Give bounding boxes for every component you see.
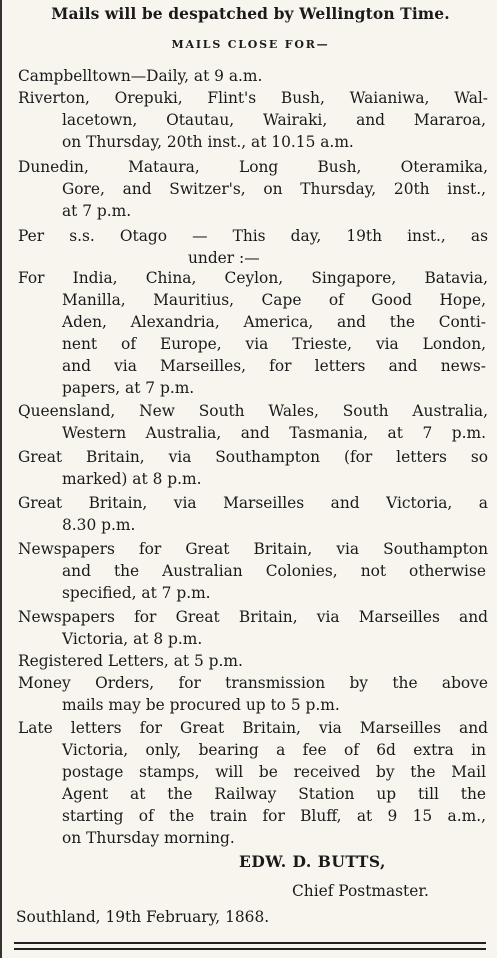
- notice-line: Late letters for Great Britain, via Marseilles and: [18, 719, 488, 737]
- notice-line: Newspapers for Great Britain, via Marseilles and: [18, 608, 488, 626]
- dateline: Southland, 19th February, 1868.: [16, 908, 270, 926]
- notice-line: nent of Europe, via Trieste, via London,: [62, 335, 486, 353]
- notice-line: Newspapers for Great Britain, via Southampton: [18, 540, 488, 558]
- notice-line: Gore, and Switzer's, on Thursday, 20th inst.,: [62, 180, 486, 198]
- notice-line: at 7 p.m.: [62, 202, 132, 220]
- notice-line: Dunedin, Mataura, Long Bush, Oteramika,: [18, 158, 488, 176]
- notice-line: mails may be procured up to 5 p.m.: [62, 696, 340, 714]
- notice-line: Aden, Alexandria, America, and the Conti-: [62, 313, 486, 331]
- signature-name: EDW. D. BUTTS,: [239, 852, 386, 871]
- bottom-rule: [14, 942, 486, 944]
- notice-title: Mails will be despatched by Wellington Time.: [51, 4, 450, 23]
- notice-line: postage stamps, will be received by the Mail: [62, 763, 486, 781]
- notice-line: Riverton, Orepuki, Flint's Bush, Waianiwa, Wal-: [18, 89, 488, 107]
- notice-subtitle: MAILS CLOSE FOR—: [171, 38, 330, 51]
- notice-line: Great Britain, via Southampton (for letters so: [18, 448, 488, 466]
- notice-line: under :—: [188, 249, 260, 267]
- notice-line: on Thursday, 20th inst., at 10.15 a.m.: [62, 133, 354, 151]
- notice-line: Per s.s. Otago — This day, 19th inst., as: [18, 227, 488, 245]
- notice-line: Victoria, at 8 p.m.: [62, 630, 203, 648]
- notice-line: Victoria, only, bearing a fee of 6d extra in: [62, 741, 486, 759]
- notice-line: and via Marseilles, for letters and news-: [62, 357, 486, 375]
- signature-role: Chief Postmaster.: [292, 882, 429, 900]
- notice-line: lacetown, Otautau, Wairaki, and Mararoa,: [62, 111, 486, 129]
- notice-line: Manilla, Mauritius, Cape of Good Hope,: [62, 291, 486, 309]
- notice-line: Agent at the Railway Station up till the: [62, 785, 486, 803]
- notice-line: 8.30 p.m.: [62, 516, 136, 534]
- notice-line: Money Orders, for transmission by the above: [18, 674, 488, 692]
- notice-line: Campbelltown—Daily, at 9 a.m.: [18, 67, 263, 85]
- notice-line: papers, at 7 p.m.: [62, 379, 195, 397]
- notice-line: Queensland, New South Wales, South Australia,: [18, 402, 488, 420]
- notice-line: Western Australia, and Tasmania, at 7 p.m.: [62, 424, 486, 442]
- notice-line: For India, China, Ceylon, Singapore, Batavia,: [18, 269, 488, 287]
- bottom-rule-double: [14, 948, 486, 950]
- notice-line: specified, at 7 p.m.: [62, 584, 211, 602]
- notice-line: Great Britain, via Marseilles and Victoria, a: [18, 494, 488, 512]
- notice-line: marked) at 8 p.m.: [62, 470, 202, 488]
- notice-line: starting of the train for Bluff, at 9 15 a.m.,: [62, 807, 486, 825]
- notice-line: on Thursday morning.: [62, 829, 235, 847]
- notice-line: and the Australian Colonies, not otherwise: [62, 562, 486, 580]
- notice-line: Registered Letters, at 5 p.m.: [18, 652, 243, 670]
